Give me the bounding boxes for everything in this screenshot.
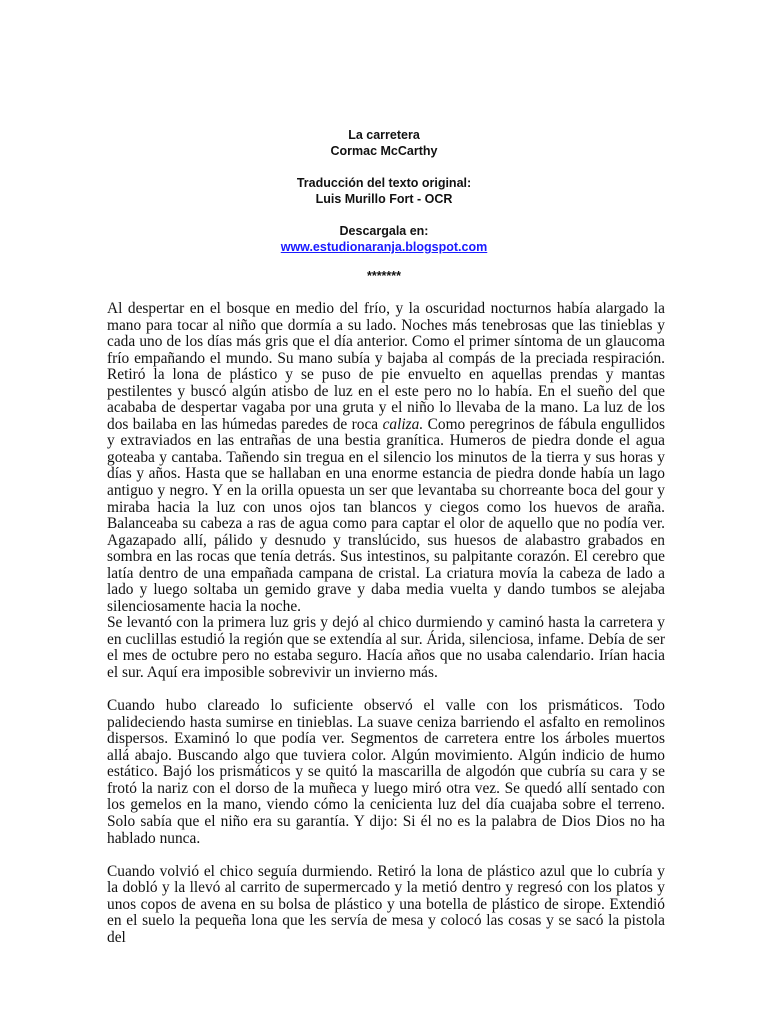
paragraph-1-emphasis: caliza. xyxy=(382,415,424,433)
author-name: Cormac McCarthy xyxy=(330,144,438,158)
translator-name: Luis Murillo Fort - OCR xyxy=(315,192,453,206)
paragraph-3: Cuando hubo clareado lo suficiente observó el valle con los prismáticos. Todo palideciendo hasta sumirse en tinieblas. La suave ceniza barriendo el asfalto en remolinos dispersos. Examinó lo que podía ver. Segmentos de carretera entre los árboles muertos allá abajo. Buscando algo que tuviera color. Algún movimiento. Algún indicio de humo estático. Bajó los prismáticos y se quitó la mascarilla de algodón que cubría su cara y se frotó la nariz con el dorso de la muñeca y luego miró otra vez. Se quedó allí sentado con los gemelos en la mano, viendo cómo la cenicienta luz del día cuajaba sobre el terreno. Solo sabía que el niño era su garantía. Y dijo: Si él no es la palabra de Dios Dios no ha hablado nunca. xyxy=(107,697,665,847)
body-text xyxy=(107,301,665,946)
download-link[interactable]: www.estudionaranja.blogspot.com xyxy=(280,240,488,254)
document-header xyxy=(0,127,768,255)
spacer xyxy=(0,159,768,175)
translation-label: Traducción del texto original: xyxy=(296,176,472,190)
paragraph-1 xyxy=(107,301,665,615)
paragraph-1-text-a: Al despertar en el bosque en medio del frío, y la oscuridad nocturnos había alargado la mano para tocar al niño que dormía a su lado. Noches más tenebrosas que las tinieblas y cada uno de los días más gris que el día anterior. Como el primer síntoma de un glaucoma frío empañando el mundo. Su mano subía y bajaba al compás de la preciada respiración. Retiró la lona de plástico y se puso de pie envuelto en aquellas prendas y mantas pestilentes y buscó algún atisbo de luz en el este pero no lo había. En el sueño del que acababa de despertar vagaba por una gruta y el niño lo llevaba de la mano. La luz de los dos bailaba en las húmedas paredes de roca xyxy=(107,300,665,433)
paragraph-1-text-b: Como peregrinos de fábula engullidos y extraviados en las entrañas de una bestia granítica. Humeros de piedra donde el agua goteaba y cantaba. Tañendo sin tregua en el silencio los minutos de la tierra y sus horas y días y años. Hasta que se hallaban en una enorme estancia de piedra donde había un lago antiguo y negro. Y en la orilla opuesta un ser que levantaba su chorreante boca del gour y miraba hacia la luz con unos ojos tan blancos y ciegos como los huevos de araña. Balanceaba su cabeza a ras de agua como para captar el olor de aquello que no podía ver. Agazapado allí, pálido y desnudo y translúcido, sus huesos de alabastro grabados en sombra en las rocas que tenía detrás. Sus intestinos, su palpitante corazón. El cerebro que latía dentro de una empañada campana de cristal. La criatura movía la cabeza de lado a lado y luego soltaba un gemido grave y daba media vuelta y dando tumbos se alejaba silenciosamente hacia la noche. xyxy=(107,415,666,615)
download-label: Descargala en: xyxy=(339,224,429,238)
paragraph-2: Se levantó con la primera luz gris y dejó al chico durmiendo y caminó hasta la carretera y en cuclillas estudió la región que se extendía al sur. Árida, silenciosa, infame. Debía de ser el mes de octubre pero no estaba seguro. Hacía años que no usaba calendario. Irían hacia el sur. Aquí era imposible sobrevivir un invierno más. xyxy=(107,614,665,682)
section-separator: ******* xyxy=(366,269,402,283)
paragraph-4: Cuando volvió el chico seguía durmiendo. Retiró la lona de plástico azul que lo cubría y la dobló y la llevó al carrito de supermercado y la metió dentro y regresó con los platos y unos copos de avena en su bolsa de plástico y una botella de plástico de sirope. Extendió en el suelo la pequeña lona que les servía de mesa y colocó las cosas y se sacó la pistola del xyxy=(107,862,665,946)
book-title: La carretera xyxy=(348,128,420,142)
spacer xyxy=(0,207,768,223)
